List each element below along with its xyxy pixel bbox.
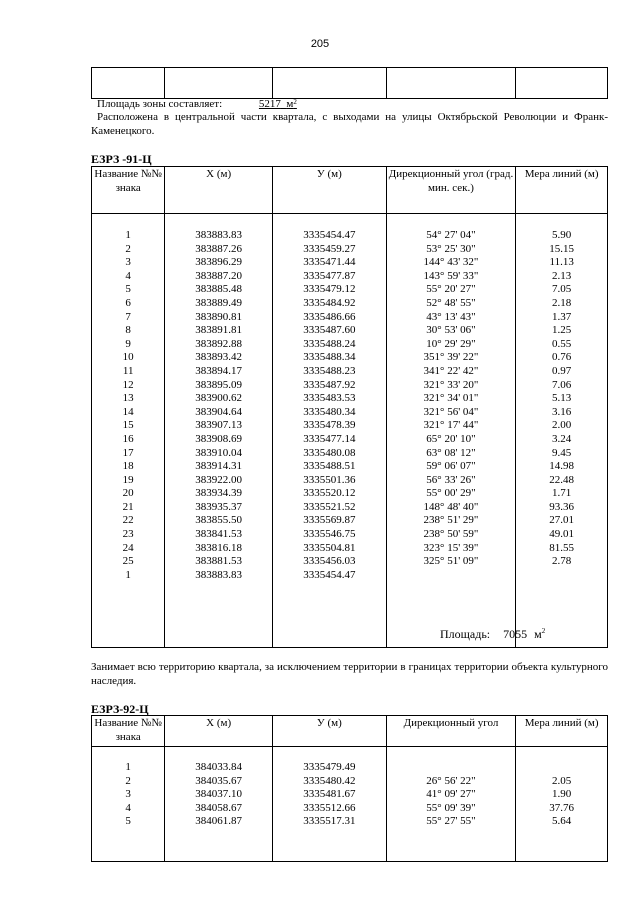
table-cell: 3335459.27 bbox=[303, 242, 356, 255]
area-exp: 2 bbox=[541, 627, 546, 635]
table-cell: 351° 39' 22" bbox=[423, 351, 479, 364]
table-cell: 0.97 bbox=[552, 364, 572, 377]
table-cell: 43° 13' 43" bbox=[426, 310, 476, 323]
table-cell: 55° 00' 29" bbox=[426, 487, 476, 500]
col-length bbox=[516, 214, 608, 648]
table-cell: 0.55 bbox=[552, 337, 572, 350]
location-text: Расположена в центральной части квартала, с выходами на улицы Октябрьской Революции и Франк-Каменецкого. bbox=[91, 111, 608, 137]
col-x bbox=[165, 214, 273, 648]
table-cell: 3335488.24 bbox=[303, 337, 356, 350]
table-cell bbox=[92, 68, 165, 99]
table-cell: 9 bbox=[125, 337, 131, 350]
header-name: Название №№ знака bbox=[92, 716, 165, 747]
table-cell: 3335456.03 bbox=[303, 555, 356, 568]
zone91-area bbox=[440, 627, 545, 642]
table-cell: 1.71 bbox=[552, 487, 572, 500]
table-cell: 41° 09' 27" bbox=[426, 788, 476, 801]
table-cell bbox=[387, 761, 516, 775]
table-cell: 3335488.51 bbox=[303, 460, 356, 473]
table-cell: 383881.53 bbox=[195, 555, 243, 568]
table-cell: 3335454.47 bbox=[303, 229, 356, 241]
occupies-text: Занимает всю территорию квартала, за исключением территории в границах территории объекта культурного наследия. bbox=[91, 661, 608, 687]
table-cell: 13 bbox=[122, 392, 134, 405]
table-cell: 5 bbox=[125, 283, 131, 296]
table-cell: 383907.13 bbox=[195, 419, 243, 432]
table-cell: 10° 29' 29" bbox=[426, 337, 476, 350]
header-y: У (м) bbox=[273, 167, 387, 214]
table-cell: 383883.83 bbox=[195, 229, 243, 241]
table-cell: 383889.49 bbox=[195, 296, 243, 309]
col-x bbox=[165, 747, 273, 862]
table-cell: 383891.81 bbox=[195, 324, 243, 337]
table-cell: 3335504.81 bbox=[303, 541, 356, 554]
table-cell: 16 bbox=[122, 432, 134, 445]
table-cell: 321° 17' 44" bbox=[423, 419, 479, 432]
table-cell: 383841.53 bbox=[195, 528, 243, 541]
header-x: Х (м) bbox=[165, 716, 273, 747]
table-cell: 3335479.12 bbox=[303, 283, 356, 296]
area-label: Площадь зоны составляет: bbox=[97, 98, 223, 110]
header-angle: Дирекционный угол bbox=[386, 716, 516, 747]
zone91-title: ЕЗРЗ -91-Ц bbox=[91, 152, 152, 166]
table-cell: 144° 43' 32" bbox=[423, 256, 479, 269]
table-cell: 11 bbox=[122, 364, 134, 377]
table-cell: 63° 08' 12" bbox=[426, 446, 476, 459]
table-cell: 383896.29 bbox=[195, 256, 243, 269]
area-value: 7055 bbox=[503, 627, 528, 641]
table-cell: 14 bbox=[122, 405, 134, 418]
table-cell: 37.76 bbox=[549, 801, 575, 814]
table-cell: 383887.20 bbox=[195, 269, 243, 282]
table-cell: 2 bbox=[125, 242, 131, 255]
table-cell: 5.13 bbox=[552, 392, 572, 405]
table-cell: 5.64 bbox=[552, 815, 572, 828]
table-cell: 383887.26 bbox=[195, 242, 243, 255]
table-cell: 22.48 bbox=[549, 473, 575, 486]
table-cell: 325° 51' 09" bbox=[423, 555, 479, 568]
table-cell bbox=[516, 569, 607, 583]
table-cell: 59° 06' 07" bbox=[426, 460, 476, 473]
table-cell: 5.90 bbox=[552, 229, 572, 241]
table-cell: 7 bbox=[125, 310, 131, 323]
table-cell: 341° 22' 42" bbox=[423, 364, 479, 377]
table-cell: 25 bbox=[122, 555, 134, 568]
table-cell: 2.00 bbox=[552, 419, 572, 432]
table-cell: 20 bbox=[122, 487, 134, 500]
table-cell: 3335471.44 bbox=[303, 256, 356, 269]
table-cell: 384037.10 bbox=[195, 788, 243, 801]
table-cell: 383885.48 bbox=[195, 283, 243, 296]
table-cell: 383934.39 bbox=[195, 487, 243, 500]
table-cell: 383883.83 bbox=[195, 568, 243, 581]
table-cell: 3335484.92 bbox=[303, 296, 356, 309]
table-cell: 383816.18 bbox=[195, 541, 243, 554]
table-cell: 383904.64 bbox=[195, 405, 243, 418]
table-cell: 21 bbox=[122, 500, 134, 513]
table-cell: 3335517.31 bbox=[303, 815, 356, 828]
table-cell: 321° 34' 01" bbox=[423, 392, 479, 405]
table-cell: 3335546.75 bbox=[303, 528, 356, 541]
table-cell bbox=[516, 68, 608, 99]
table-cell: 3335520.12 bbox=[303, 487, 356, 500]
table-cell: 3335487.60 bbox=[303, 324, 356, 337]
page-number: 205 bbox=[310, 38, 330, 50]
table-cell: 55° 20' 27" bbox=[426, 283, 476, 296]
table-cell: 1 bbox=[125, 761, 131, 773]
table-cell: 383922.00 bbox=[195, 473, 243, 486]
table-cell: 3335477.87 bbox=[303, 269, 356, 282]
header-length: Мера линий (м) bbox=[516, 716, 608, 747]
table-cell: 2.05 bbox=[552, 774, 572, 787]
header-name: Название №№ знака bbox=[92, 167, 165, 214]
table-cell: 3335487.92 bbox=[303, 378, 356, 391]
table-cell: 3335479.49 bbox=[303, 761, 356, 773]
table-cell: 383910.04 bbox=[195, 446, 243, 459]
table-cell: 7.06 bbox=[552, 378, 572, 391]
table-cell: 54° 27' 04" bbox=[426, 229, 476, 241]
table-cell: 2.78 bbox=[552, 555, 572, 568]
table-cell: 143° 59' 33" bbox=[423, 269, 479, 282]
table-cell: 15.15 bbox=[549, 242, 575, 255]
table-cell: 18 bbox=[122, 460, 134, 473]
table-cell bbox=[386, 68, 515, 99]
zone91-table bbox=[91, 166, 608, 648]
table-cell: 3335480.42 bbox=[303, 774, 356, 787]
table-cell bbox=[387, 569, 516, 583]
table-cell: 3335477.14 bbox=[303, 432, 356, 445]
table-cell bbox=[516, 761, 607, 775]
table-cell: 65° 20' 10" bbox=[426, 432, 476, 445]
table-cell: 52° 48' 55" bbox=[426, 296, 476, 309]
table-cell: 7.05 bbox=[552, 283, 572, 296]
table-cell: 11.13 bbox=[549, 256, 574, 269]
table-cell: 1 bbox=[125, 568, 131, 581]
table-cell: 3335454.47 bbox=[303, 568, 356, 581]
table-cell: 3335512.66 bbox=[303, 801, 356, 814]
table-cell: 3 bbox=[125, 256, 131, 269]
table-cell: 3.24 bbox=[552, 432, 572, 445]
table-cell bbox=[272, 68, 386, 99]
table-cell: 3335486.66 bbox=[303, 310, 356, 323]
table-cell: 81.55 bbox=[549, 541, 575, 554]
col-name bbox=[92, 214, 165, 648]
table-cell: 1.37 bbox=[552, 310, 572, 323]
col-angle bbox=[386, 747, 516, 862]
table-cell: 3335478.39 bbox=[303, 419, 356, 432]
table-cell: 383908.69 bbox=[195, 432, 243, 445]
table-cell: 3335521.52 bbox=[303, 500, 356, 513]
table-cell: 2.18 bbox=[552, 296, 572, 309]
table-cell: 10 bbox=[122, 351, 134, 364]
table-cell: 55° 27' 55" bbox=[426, 815, 476, 828]
table-cell: 1.25 bbox=[552, 324, 572, 337]
table-cell: 3335483.53 bbox=[303, 392, 356, 405]
table-cell: 3 bbox=[125, 788, 131, 801]
col-angle bbox=[386, 214, 516, 648]
table-cell: 15 bbox=[122, 419, 134, 432]
header-length: Мера линий (м) bbox=[516, 167, 608, 214]
table-cell: 384061.87 bbox=[195, 815, 243, 828]
table-cell: 4 bbox=[125, 801, 131, 814]
table-cell: 49.01 bbox=[549, 528, 575, 541]
table-cell: 383855.50 bbox=[195, 514, 243, 527]
table-cell: 6 bbox=[125, 296, 131, 309]
table-cell: 3335488.34 bbox=[303, 351, 356, 364]
table-cell: 1.90 bbox=[552, 788, 572, 801]
table-cell: 0.76 bbox=[552, 351, 572, 364]
table-cell: 384058.67 bbox=[195, 801, 243, 814]
table-cell: 2.13 bbox=[552, 269, 572, 282]
table-cell: 3335569.87 bbox=[303, 514, 356, 527]
previous-table-end bbox=[91, 67, 608, 99]
table-cell: 19 bbox=[122, 473, 134, 486]
area-label: Площадь: bbox=[440, 627, 491, 641]
table-cell: 384035.67 bbox=[195, 774, 243, 787]
header-angle: Дирекционный угол (град. мин. сек.) bbox=[386, 167, 516, 214]
col-y bbox=[273, 214, 387, 648]
table-cell: 383895.09 bbox=[195, 378, 243, 391]
table-cell: 323° 15' 39" bbox=[423, 541, 479, 554]
table-cell: 30° 53' 06" bbox=[426, 324, 476, 337]
table-cell: 2 bbox=[125, 774, 131, 787]
table-cell: 9.45 bbox=[552, 446, 572, 459]
table-cell: 22 bbox=[122, 514, 134, 527]
table-cell: 3335488.23 bbox=[303, 364, 356, 377]
table-cell: 383894.17 bbox=[195, 364, 243, 377]
table-cell: 238° 50' 59" bbox=[423, 528, 479, 541]
area-unit: м bbox=[534, 627, 542, 641]
table-cell: 3335481.67 bbox=[303, 788, 356, 801]
table-cell: 56° 33' 26" bbox=[426, 473, 476, 486]
table-cell: 3335501.36 bbox=[303, 473, 356, 486]
table-cell bbox=[165, 68, 273, 99]
col-length bbox=[516, 747, 608, 862]
table-cell: 5 bbox=[125, 815, 131, 828]
table-cell: 53° 25' 30" bbox=[426, 242, 476, 255]
col-y bbox=[273, 747, 387, 862]
table-cell: 384033.84 bbox=[195, 761, 243, 773]
table-cell: 383914.31 bbox=[195, 460, 243, 473]
table-cell: 26° 56' 22" bbox=[426, 774, 476, 787]
header-x: Х (м) bbox=[165, 167, 273, 214]
table-cell: 383935.37 bbox=[195, 500, 243, 513]
table-cell: 3335480.08 bbox=[303, 446, 356, 459]
header-y: У (м) bbox=[273, 716, 387, 747]
table-cell: 23 bbox=[122, 528, 134, 541]
table-cell: 3335480.34 bbox=[303, 405, 356, 418]
table-cell: 12 bbox=[122, 378, 134, 391]
zone-area-line bbox=[97, 98, 297, 110]
table-cell: 321° 33' 20" bbox=[423, 378, 479, 391]
table-cell: 148° 48' 40" bbox=[423, 500, 479, 513]
table-cell: 383893.42 bbox=[195, 351, 243, 364]
table-cell: 27.01 bbox=[549, 514, 575, 527]
table-cell: 1 bbox=[125, 229, 131, 241]
zone92-table bbox=[91, 715, 608, 862]
table-cell: 383890.81 bbox=[195, 310, 243, 323]
table-cell: 24 bbox=[122, 541, 134, 554]
table-cell: 93.36 bbox=[549, 500, 575, 513]
table-cell: 8 bbox=[125, 324, 131, 337]
table-cell: 17 bbox=[122, 446, 134, 459]
table-cell: 383900.62 bbox=[195, 392, 243, 405]
table-cell: 321° 56' 04" bbox=[423, 405, 479, 418]
zone92-title: ЕЗРЗ-92-Ц bbox=[91, 702, 149, 716]
table-cell: 55° 09' 39" bbox=[426, 801, 476, 814]
table-cell: 4 bbox=[125, 269, 131, 282]
table-cell: 3.16 bbox=[552, 405, 572, 418]
col-name bbox=[92, 747, 165, 862]
table-cell: 14.98 bbox=[549, 460, 575, 473]
table-cell: 238° 51' 29" bbox=[423, 514, 479, 527]
area-value: 5217 $м^2$ bbox=[258, 98, 297, 110]
table-cell: 383892.88 bbox=[195, 337, 243, 350]
